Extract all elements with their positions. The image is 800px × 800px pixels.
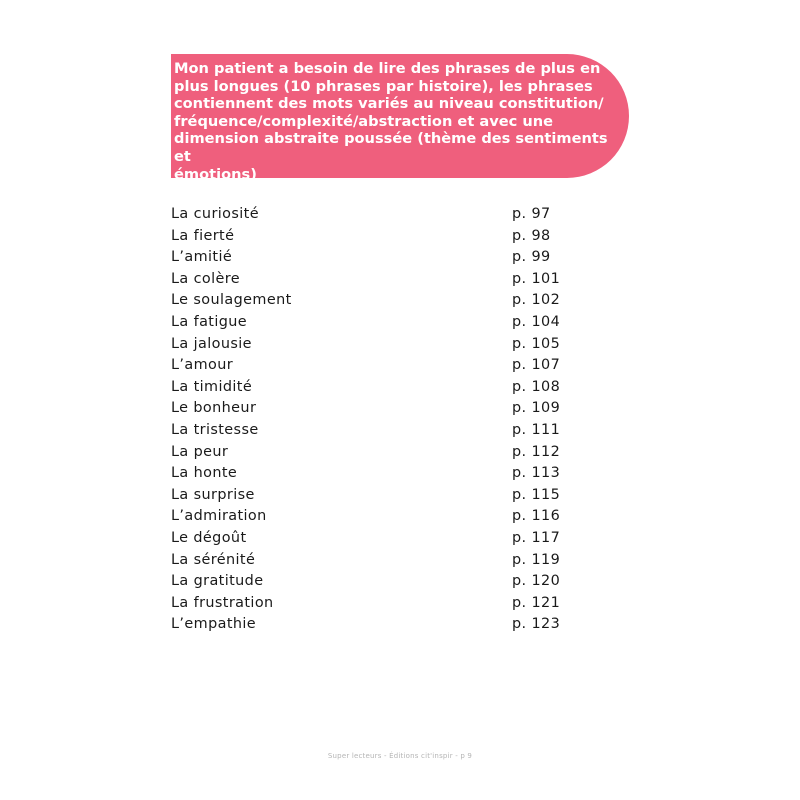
toc-page: p. 119 — [512, 551, 561, 568]
toc-page: p. 121 — [512, 594, 561, 611]
toc-title: La honte — [171, 465, 238, 482]
toc-row — [171, 269, 591, 291]
toc-title: La timidité — [171, 378, 253, 395]
toc-row — [171, 398, 591, 420]
header-line: Mon patient a besoin de lire des phrases de plus en — [174, 60, 601, 77]
toc-row — [171, 290, 591, 312]
toc-page: p. 102 — [512, 292, 561, 309]
toc-title: L’admiration — [171, 508, 267, 525]
toc-row — [171, 204, 591, 226]
toc-page: p. 109 — [512, 400, 561, 417]
toc-page: p. 105 — [512, 335, 561, 352]
toc-title: La peur — [171, 443, 229, 460]
toc-title: Le soulagement — [171, 292, 292, 309]
toc-title: La surprise — [171, 486, 255, 503]
toc-title: La fatigue — [171, 313, 248, 330]
toc-title: L’empathie — [171, 616, 257, 633]
toc-title: La frustration — [171, 594, 274, 611]
toc-title: La gratitude — [171, 573, 264, 590]
toc-row — [171, 226, 591, 248]
toc-page: p. 123 — [512, 616, 561, 633]
toc-row — [171, 593, 591, 615]
toc-row — [171, 463, 591, 485]
header-banner — [171, 54, 629, 183]
toc-row — [171, 614, 591, 636]
toc-page: p. 113 — [512, 465, 561, 482]
toc-title: La curiosité — [171, 206, 259, 222]
header-description — [174, 60, 621, 183]
toc-title: Le bonheur — [171, 400, 257, 417]
toc-row — [171, 420, 591, 442]
toc-row — [171, 247, 591, 269]
toc-page: p. 120 — [512, 573, 561, 590]
header-line: émotions) — [174, 165, 257, 183]
toc-row — [171, 571, 591, 593]
toc-title: Le dégoût — [171, 529, 247, 546]
toc-row — [171, 312, 591, 334]
toc-row — [171, 442, 591, 464]
toc-page: p. 104 — [512, 313, 561, 330]
toc-row — [171, 506, 591, 528]
header-line: fréquence/complexité/abstraction et avec une — [174, 112, 554, 130]
toc-row — [171, 550, 591, 572]
toc-page: p. 112 — [512, 443, 561, 460]
table-of-contents — [171, 204, 591, 636]
toc-page: p. 98 — [512, 227, 551, 244]
toc-row — [171, 528, 591, 550]
toc-row — [171, 377, 591, 399]
header-line: dimension abstraite poussée (thème des sentiments et — [174, 130, 608, 165]
toc-title: La sérénité — [171, 551, 256, 568]
toc-row — [171, 334, 591, 356]
toc-page: p. 115 — [512, 486, 561, 503]
toc-title: La colère — [171, 270, 241, 287]
toc-page: p. 99 — [512, 249, 551, 266]
toc-row — [171, 355, 591, 377]
toc-title: L’amour — [171, 357, 234, 374]
toc-page: p. 111 — [512, 421, 561, 438]
toc-title: La tristesse — [171, 421, 259, 438]
toc-row — [171, 485, 591, 507]
toc-page: p. 97 — [512, 206, 551, 222]
toc-page: p. 116 — [512, 508, 561, 525]
toc-title: La jalousie — [171, 335, 252, 352]
header-line: plus longues (10 phrases par histoire), les phrases — [174, 77, 593, 95]
toc-page: p. 101 — [512, 270, 561, 287]
toc-page: p. 108 — [512, 378, 561, 395]
toc-page: p. 117 — [512, 529, 561, 546]
header-line: contiennent des mots variés au niveau constitution/ — [174, 95, 604, 113]
page-footer: Super lecteurs - Éditions cit'inspir - p 9 — [327, 752, 473, 760]
toc-title: La fierté — [171, 227, 235, 244]
toc-title: L’amitié — [171, 249, 233, 266]
toc-page: p. 107 — [512, 357, 561, 374]
